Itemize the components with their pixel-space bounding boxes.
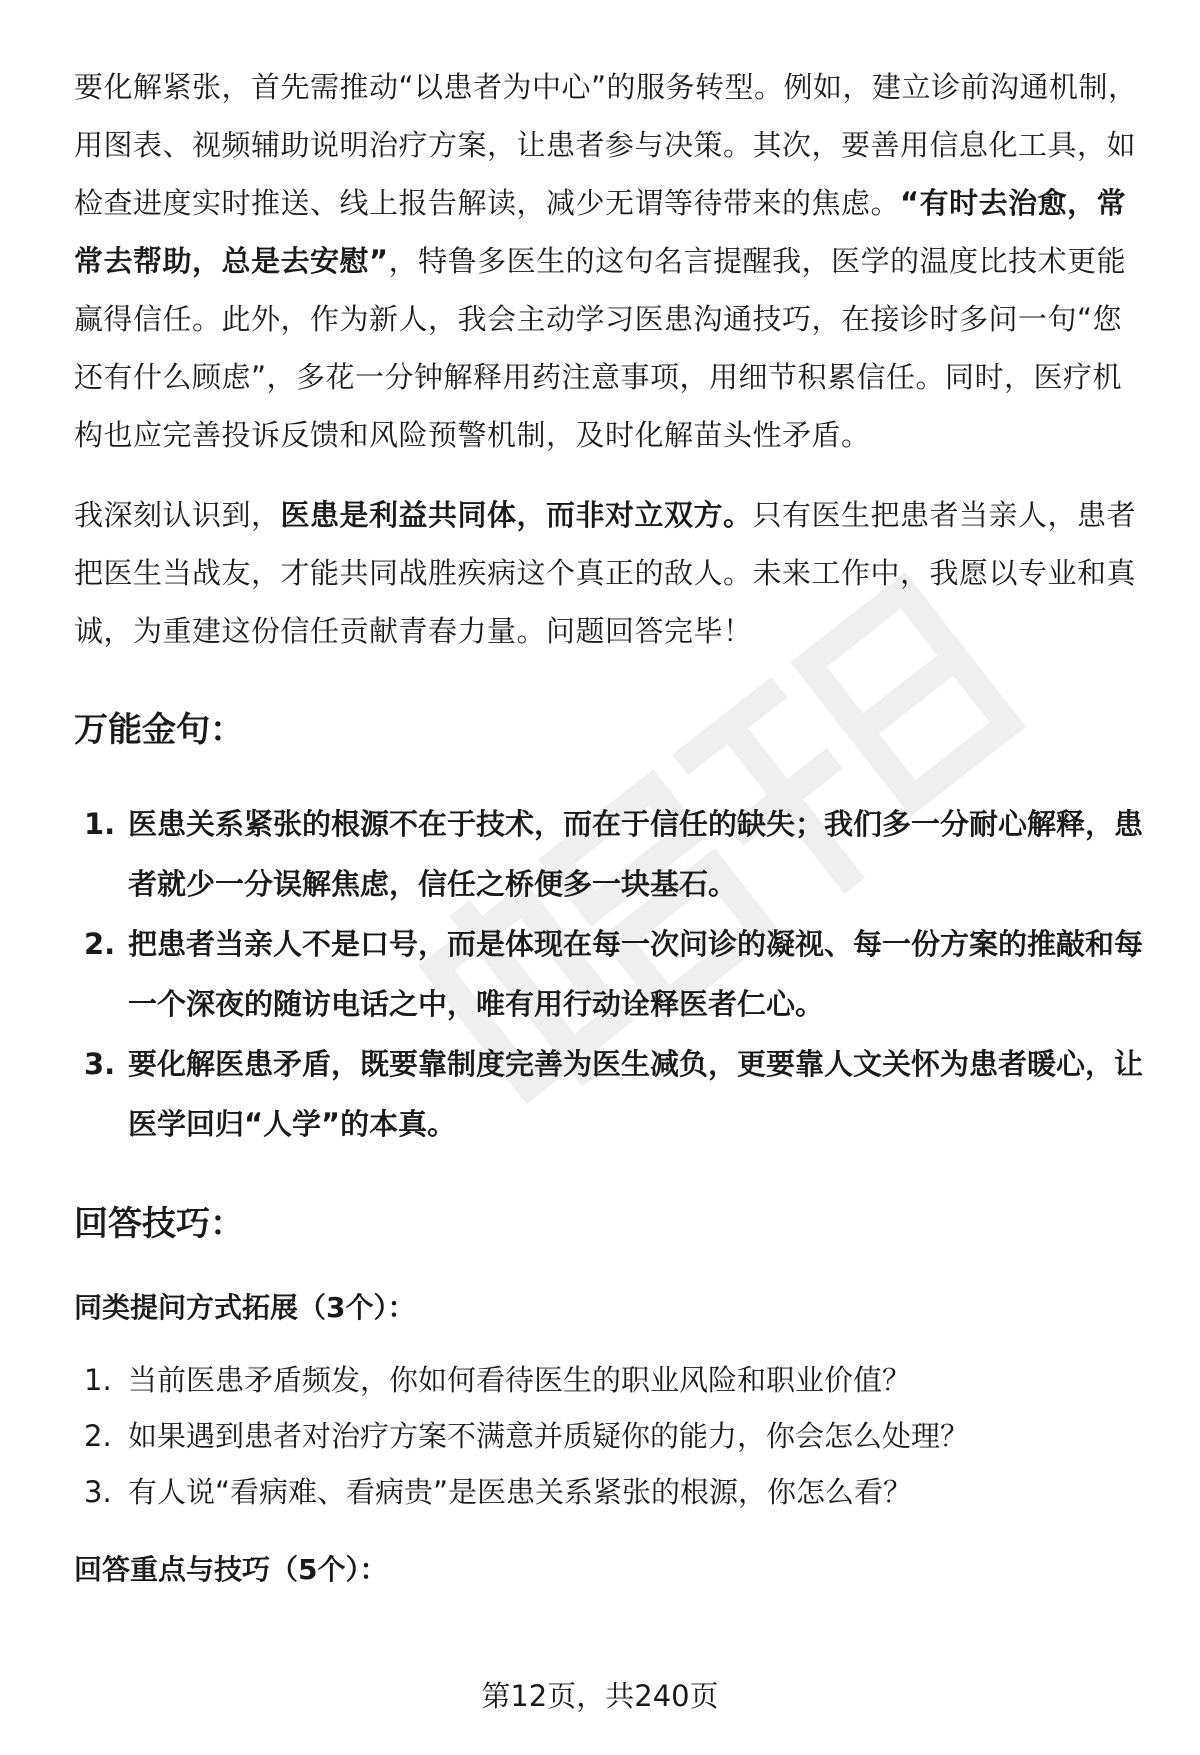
- similar-questions-list: [74, 1358, 1146, 1514]
- list-item: [74, 1034, 1146, 1154]
- list-item: [74, 1414, 1146, 1458]
- paragraph-conclusion: [74, 486, 1146, 660]
- paragraph-text: ，特鲁多医生的这句名言提醒我，医学的温度比技术更能赢得信任。此外，作为新人，我会主动学习医患沟通技巧，在接诊时多问一句“您还有什么顾虑”，多花一分钟解释用药注意事项，用细节积累信任。同时，医疗机构也应完善投诉反馈和风险预警机制，及时化解苗头性矛盾。: [74, 244, 1127, 452]
- similar-questions-heading: 同类提问方式拓展（3个）：: [74, 1291, 416, 1324]
- list-text: 有人说“看病难、看病贵”是医患关系紧张的根源，你怎么看？: [128, 1475, 913, 1509]
- paragraph-text: 我深刻认识到，: [74, 498, 281, 532]
- list-item: [74, 914, 1146, 1034]
- page-number: 第12页，共240页: [481, 1679, 719, 1713]
- list-number: 1.: [84, 1363, 112, 1397]
- list-number: 3.: [84, 1475, 112, 1509]
- list-text: 医患关系紧张的根源不在于技术，而在于信任的缺失；我们多一分耐心解释，患者就少一分误解焦虑，信任之桥便多一块基石。: [128, 807, 1144, 901]
- golden-sentences-heading: 万能金句：: [74, 710, 244, 750]
- document-page: [74, 58, 1146, 1620]
- paragraph-solutions: [74, 58, 1146, 464]
- list-number: 2.: [84, 927, 116, 961]
- key-point-bold: 医患是利益共同体，而非对立双方。: [280, 498, 753, 532]
- list-text: 当前医患矛盾频发，你如何看待医生的职业风险和职业价值？: [128, 1363, 912, 1397]
- list-item: [74, 1358, 1146, 1402]
- list-number: 3.: [84, 1047, 116, 1081]
- list-text: 如果遇到患者对治疗方案不满意并质疑你的能力，你会怎么处理？: [128, 1419, 970, 1453]
- quote-bold: “有时去治愈，常常去帮助，总是去安慰”: [74, 186, 1127, 278]
- list-item: [74, 794, 1146, 914]
- list-text: 要化解医患矛盾，既要靠制度完善为医生减负，更要靠人文关怀为患者暖心，让医学回归“人学”的本真。: [128, 1047, 1144, 1141]
- list-item: [74, 1470, 1146, 1514]
- answer-skills-heading: 回答技巧：: [74, 1204, 244, 1244]
- list-text: 把患者当亲人不是口号，而是体现在每一次问诊的凝视、每一份方案的推敲和每一个深夜的随访电话之中，唯有用行动诠释医者仁心。: [128, 927, 1144, 1021]
- key-points-heading: 回答重点与技巧（5个）：: [74, 1553, 388, 1586]
- paragraph-text: 只有医生把患者当亲人，患者把医生当战友，才能共同战胜疾病这个真正的敌人。未来工作中，我愿以专业和真诚，为重建这份信任贡献青春力量。问题回答完毕！: [74, 498, 1137, 648]
- list-number: 1.: [84, 807, 116, 841]
- golden-sentences-list: [74, 794, 1146, 1154]
- paragraph-text: 要化解紧张，首先需推动“以患者为中心”的服务转型。例如，建立诊前沟通机制，用图表、视频辅助说明治疗方案，让患者参与决策。其次，要善用信息化工具，如检查进度实时推送、线上报告解读，减少无谓等待带来的焦虑。: [74, 70, 1138, 220]
- list-number: 2.: [84, 1419, 112, 1453]
